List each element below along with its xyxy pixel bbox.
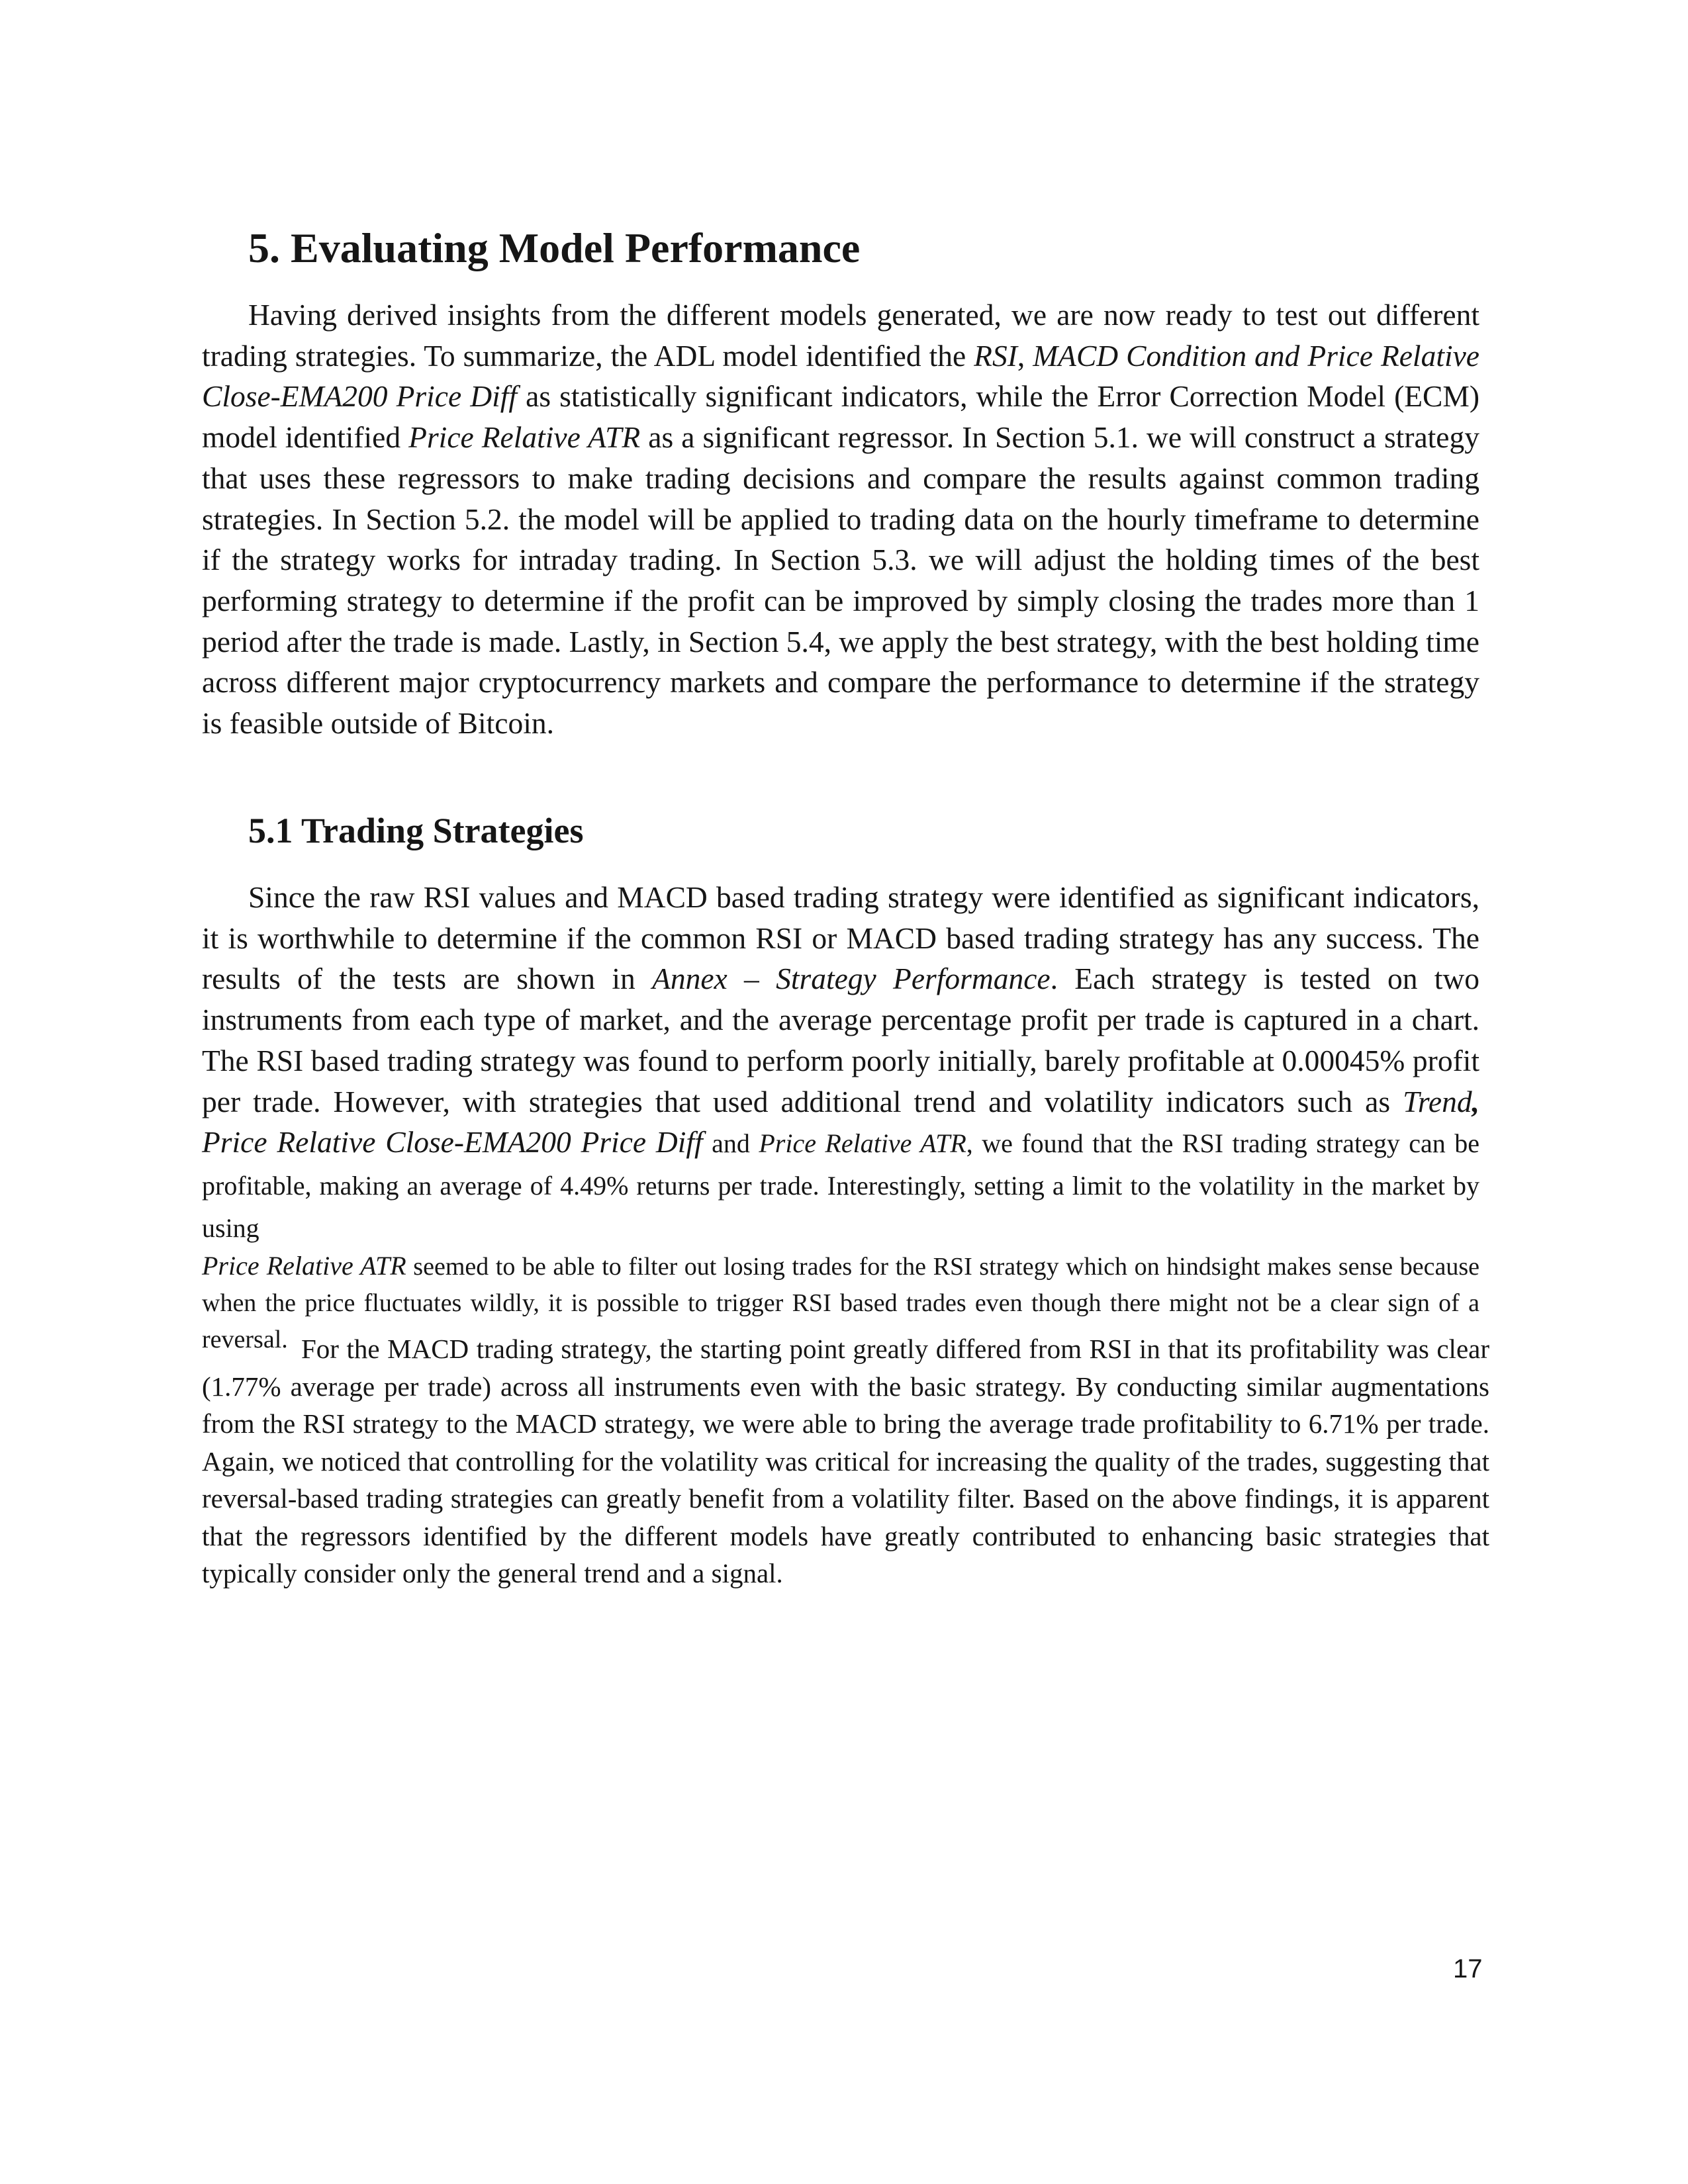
strategies-text: and [702, 1128, 759, 1159]
intro-emphasis-macd: MACD Condition and Price Relative Close-EMA200 Price Diff [202, 338, 1479, 414]
intro-emphasis-rsi: RSI [974, 338, 1017, 373]
intro-text: Having derived insights from the different models generated, we are now ready to test out different trading strategies. To summarize, the ADL model identified the [202, 298, 1479, 373]
strategies-text: Since the raw RSI values and MACD based trading strategy were identified as significant indicators, it is worthwhile to determine if the common RSI or MACD based trading strategy has any success. The results of the tests are shown in [202, 880, 1479, 996]
page-number: 17 [1453, 1954, 1483, 1983]
strategies-text: , we found that the RSI trading strategy can be profitable, making an average of 4.49% returns per trade. Interestingly, setting a limit to the volatility in the market by using [202, 1128, 1479, 1243]
macd-paragraph: For the MACD trading strategy, the starting point greatly differed from RSI in that its profitability was clear (1.77% average per trade) across all instruments even with the basic strategy. By conducting similar augmentations from the RSI strategy to the MACD strategy, we were able to bring the average trade profitability to 6.71% per trade. Again, we noticed that controlling for the volatility was critical for increasing the quality of the trades, suggesting that reversal-based trading strategies can greatly benefit from a volatility filter. Based on the above findings, it is apparent that the regressors identified by the different models have greatly contributed to enhancing basic strategies that typically consider only the general trend and a signal. [202, 1334, 1489, 1588]
intro-text: as statistically significant indicators, while the Error Correction Model (ECM) model identified [202, 379, 1479, 455]
subsection-heading: 5.1 Trading Strategies [248, 811, 584, 850]
annex-reference: Annex – Strategy Performance [652, 962, 1051, 996]
emphasis-atr: Price Relative ATR [759, 1128, 966, 1159]
emphasis-atr: Price Relative ATR [202, 1251, 406, 1281]
intro-emphasis-atr: Price Relative ATR [408, 420, 641, 455]
emphasis-trend: Trend [1403, 1084, 1472, 1118]
emphasis-ema200: Price Relative Close-EMA200 Price Diff [202, 1125, 703, 1160]
emphasis-comma: , [1472, 1084, 1479, 1118]
section-heading: 5. Evaluating Model Performance [248, 224, 861, 271]
strategies-paragraph [202, 877, 1479, 1248]
strategies-text: seemed to be able to filter out losing trades for the RSI strategy which on hindsight makes sense because when the price fluctuates wildly, it is possible to trigger RSI based trades even though there might not be a clear sign of a reversal. [202, 1253, 1479, 1353]
intro-paragraph [202, 295, 1479, 744]
strategies-text: . Each strategy is tested on two instruments from each type of market, and the average percentage profit per trade is captured in a chart. The RSI based trading strategy was found to perform poorly initially, barely profitable at 0.00045% profit per trade. However, with strategies that used additional trend and volatility indicators such as [202, 962, 1479, 1118]
intro-text: , [1017, 338, 1033, 373]
intro-text: as a significant regressor. In Section 5.1. we will construct a strategy that uses these regressors to make trading decisions and compare the results against common trading strategies. In Section 5.2. the model will be applied to trading data on the hourly timeframe to determine if the strategy works for intraday trading. In Section 5.3. we will adjust the holding times of the best performing strategy to determine if the profit can be improved by simply closing the trades more than 1 period after the trade is made. Lastly, in Section 5.4, we apply the best strategy, with the best holding time across different major cryptocurrency markets and compare the performance to determine if the strategy is feasible outside of Bitcoin. [202, 420, 1479, 741]
